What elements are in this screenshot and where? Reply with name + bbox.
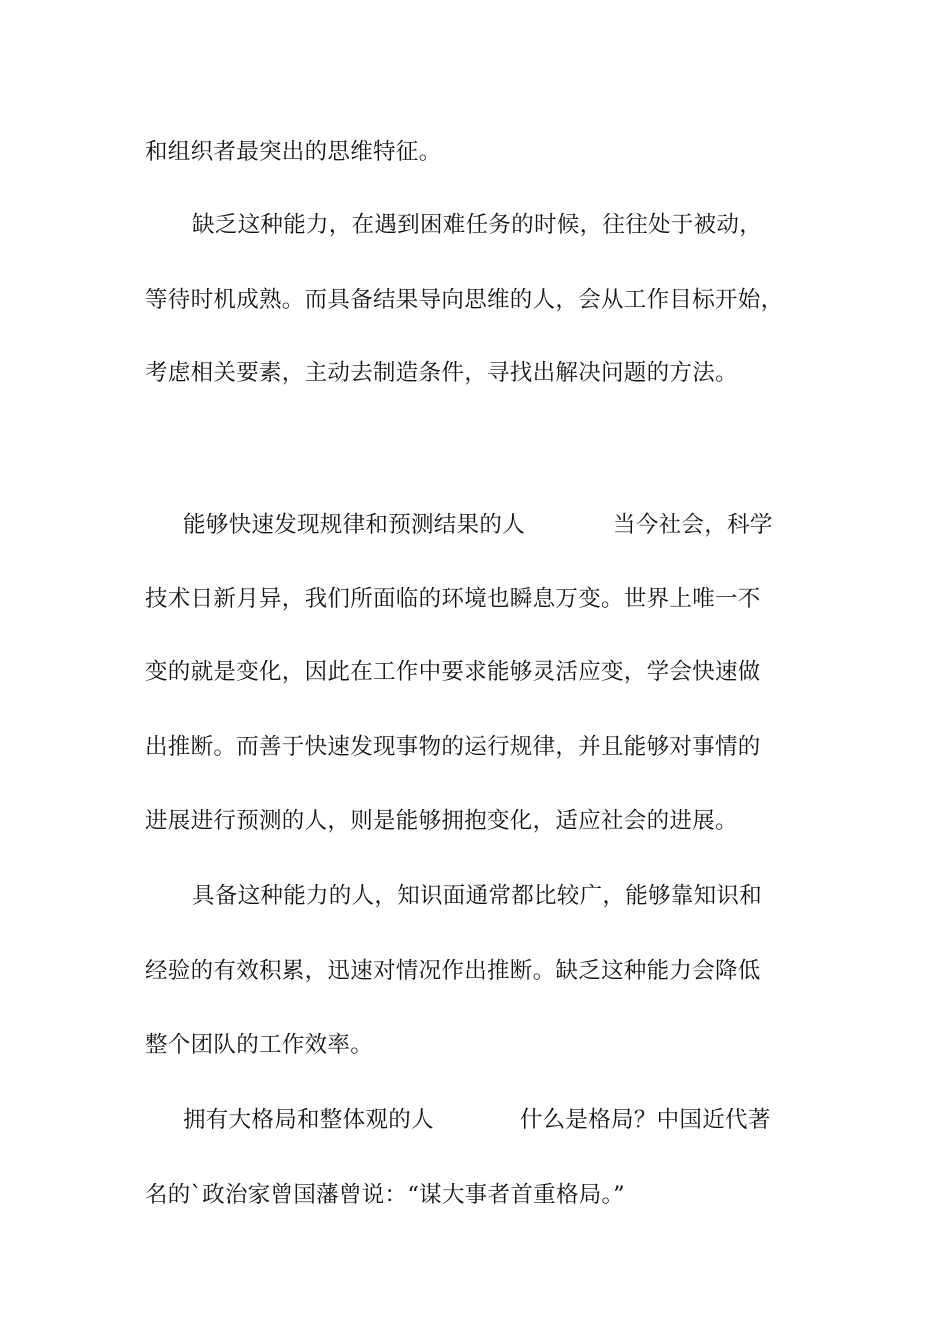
paragraph-line xyxy=(145,584,761,614)
paragraph-line xyxy=(145,732,761,762)
paragraph-line xyxy=(145,358,738,388)
line-text: 名的`政治家曾国藩曾说：“谋大事者首重格局。” xyxy=(145,1182,625,1208)
line-text: 经验的有效积累，迅速对情况作出推断。缺乏这种能力会降低 xyxy=(145,958,761,984)
line-text: 考虑相关要素，主动去制造条件，寻找出解决问题的方法。 xyxy=(145,360,738,386)
line-text: 缺乏这种能力，在遇到困难任务的时候，往往处于被动， xyxy=(192,212,763,238)
line-text: 和组织者最突出的思维特征。 xyxy=(145,139,442,165)
line-text: 整个团队的工作效率。 xyxy=(145,1032,374,1058)
line-text: 具备这种能力的人，知识面通常都比较广，能够靠知识和 xyxy=(192,883,763,909)
line-text: 什么是格局？中国近代著 xyxy=(519,1107,771,1133)
paragraph-line xyxy=(145,806,738,836)
paragraph-line xyxy=(145,657,761,687)
line-text: 进展进行预测的人，则是能够拥抱变化，适应社会的进展。 xyxy=(145,808,738,834)
paragraph-line xyxy=(145,285,783,315)
paragraph-line xyxy=(145,956,761,986)
line-text: 出推断。而善于快速发现事物的运行规律，并且能够对事情的 xyxy=(145,734,761,760)
paragraph-line xyxy=(145,1180,625,1210)
paragraph-line xyxy=(192,210,762,240)
line-text: 等待时机成熟。而具备结果导向思维的人，会从工作目标开始， xyxy=(145,287,784,313)
line-text: 当今社会，科学 xyxy=(613,512,773,538)
section-heading: 能够快速发现规律和预测结果的人 xyxy=(183,512,526,538)
line-text: 技术日新月异，我们所面临的环境也瞬息万变。世界上唯一不 xyxy=(145,586,761,612)
line-text: 变的就是变化，因此在工作中要求能够灵活应变，学会快速做 xyxy=(145,659,761,685)
section-heading-line xyxy=(183,510,773,540)
section-heading-line xyxy=(183,1105,771,1135)
paragraph-line xyxy=(145,137,441,167)
paragraph-line xyxy=(145,1030,373,1060)
section-heading: 拥有大格局和整体观的人 xyxy=(183,1107,434,1133)
paragraph-line xyxy=(192,881,762,911)
